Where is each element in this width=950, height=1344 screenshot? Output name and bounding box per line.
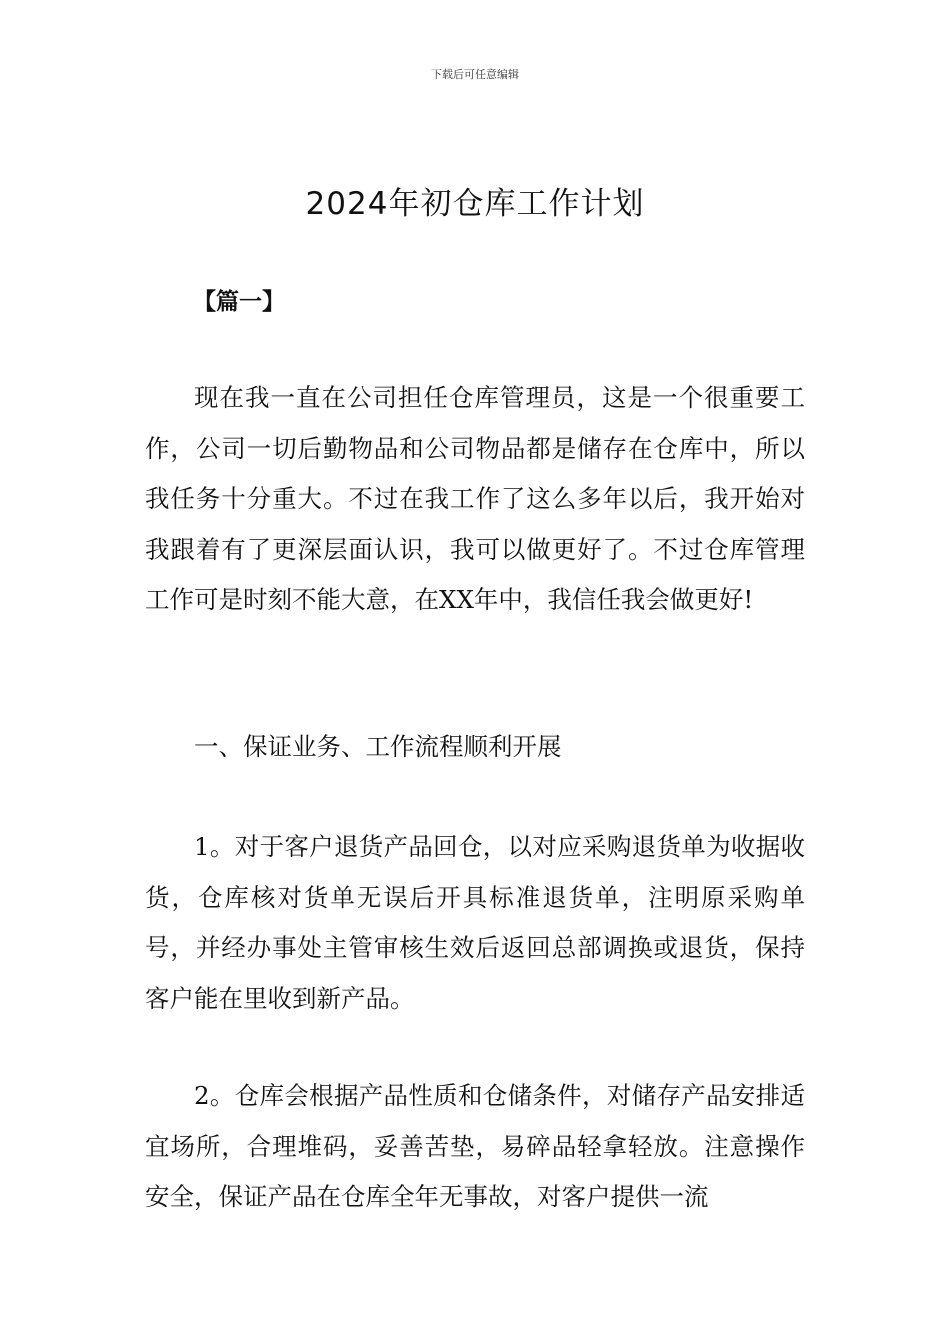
section-label: 【篇一】 [193,289,285,315]
header-note: 下载后可任意编辑 [431,68,519,81]
section-heading-1: 一、保证业务、工作流程顺利开展 [194,732,562,761]
intro-paragraph: 现在我一直在公司担任仓库管理员，这是一个很重要工作，公司一切后勤物品和公司物品都是储存在仓库中，所以我任务十分重大。不过在我工作了这么多年以后，我开始对我跟着有了更深层面认识，我可以做更好了。不过仓库管理工作可是时刻不能大意，在XX年中，我信任我会做更好! [145,383,805,614]
document-title: 2024年初仓库工作计划 [305,186,645,222]
list-item-2-paragraph: 2。仓库会根据产品性质和仓储条件，对储存产品安排适宜场所，合理堆码，妥善苦垫，易碎品轻拿轻放。注意操作安全，保证产品在仓库全年无事故，对客户提供一流 [145,1081,805,1211]
list-item-1-paragraph: 1。对于客户退货产品回仓，以对应采购退货单为收据收货，仓库核对货单无误后开具标准退货单，注明原采购单号，并经办事处主管审核生效后返回总部调换或退货，保持客户能在里收到新产品。 [145,832,805,1013]
